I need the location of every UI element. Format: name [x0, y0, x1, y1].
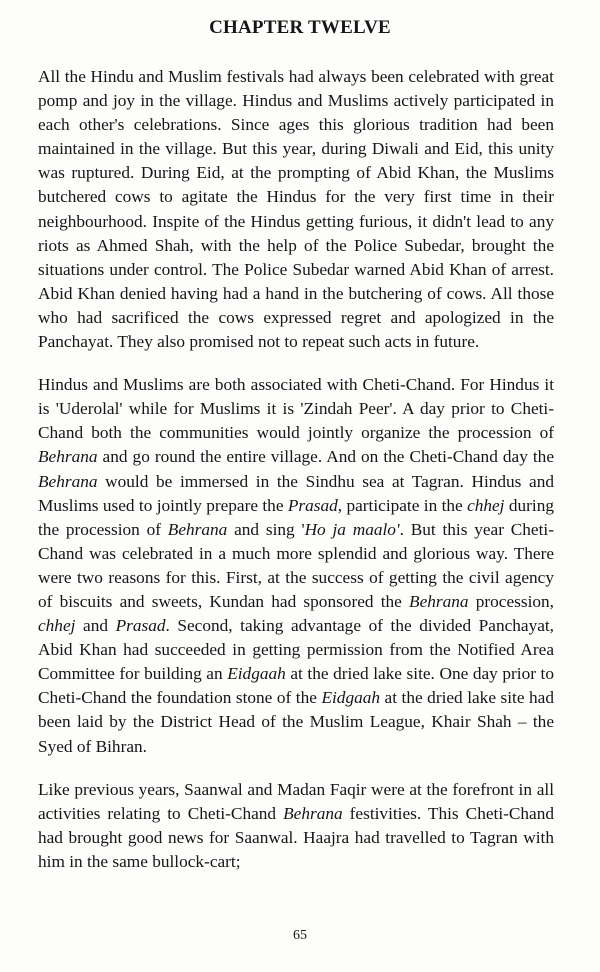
- text-run: Hindus and Muslims are both associated with Cheti-Chand. For Hindus it is 'Uderolal' while for Muslims it is 'Zindah Peer'. A day prior to Cheti-Chand both the communities would jointly organize the procession of: [38, 375, 554, 443]
- text-run: would be immersed in the Sindhu sea at Tagran. Hindus and Muslims used to jointly prepare the: [38, 471, 554, 515]
- italic-term: Prasad: [115, 616, 166, 636]
- italic-term: chhej: [38, 616, 76, 636]
- italic-term: Behrana: [167, 519, 228, 539]
- text-run: at the dried lake site had been laid by the District Head of the Muslim League, Khair Shah – the Syed of Bihran.: [38, 688, 554, 756]
- text-run: , participate in the: [337, 495, 468, 515]
- text-run: procession,: [468, 591, 554, 611]
- paragraph: [38, 65, 554, 354]
- text-run: during the procession of: [38, 495, 554, 539]
- text-run: and go round the entire village. And on the Cheti-Chand day the: [97, 447, 554, 467]
- paragraph: [38, 778, 554, 874]
- italic-term: Behrana: [283, 803, 343, 823]
- text-run: and: [75, 616, 116, 636]
- body-text: [38, 65, 554, 893]
- italic-term: chhej: [467, 495, 505, 515]
- page-number: 65: [293, 928, 307, 943]
- italic-term: Behrana: [409, 591, 469, 611]
- text-run: All the Hindu and Muslim festivals had always been celebrated with great pomp and joy in the village. Hindus and Muslims actively participated in each other's celebrations. Since ages this glorious tradition had been maintained in the village. But this year, during Diwali and Eid, this unity was ruptured. During Eid, at the prompting of Abid Khan, the Muslims butchered cows to agitate the Hindus for the very first time in their neighbourhood. Inspite of the Hindus getting furious, it didn't lead to any riots as Ahmed Shah, with the help of the Police Subedar, brought the situations under control. The Police Subedar warned Abid Khan of arrest. Abid Khan denied having had a hand in the butchering of cows. All those who had sacrificed the cows expressed regret and apologized in the Panchayat. They also promised not to repeat such acts in future.: [38, 67, 554, 352]
- text-run: festivities. This Cheti-Chand had brought good news for Saanwal. Haajra had travelled to Tagran with him in the same bullock-cart;: [38, 803, 554, 871]
- italic-term: Behrana: [38, 447, 98, 467]
- chapter-title: CHAPTER TWELVE: [209, 17, 391, 38]
- text-run: . Second, taking advantage of the divided Panchayat, Abid Khan had succeeded in getting permission from the Notified Area Committee for building an: [38, 616, 554, 684]
- text-run: at the dried lake site. One day prior to Cheti-Chand the foundation stone of the: [38, 664, 554, 708]
- italic-term: Behrana: [38, 471, 98, 491]
- italic-term: Eidgaah: [227, 664, 286, 684]
- italic-term: Prasad: [287, 495, 338, 515]
- text-run: . But this year Cheti-Chand was celebrated in a much more splendid and glorious way. There were two reasons for this. First, at the success of getting the civil agency of biscuits and sweets, Kundan had sponsored the: [38, 519, 554, 611]
- text-run: Like previous years, Saanwal and Madan Faqir were at the forefront in all activities relating to Cheti-Chand: [38, 779, 554, 823]
- text-run: and sing ': [227, 519, 305, 539]
- paragraph: [38, 373, 554, 759]
- italic-term: Ho ja maalo': [304, 519, 400, 539]
- italic-term: Eidgaah: [321, 688, 381, 708]
